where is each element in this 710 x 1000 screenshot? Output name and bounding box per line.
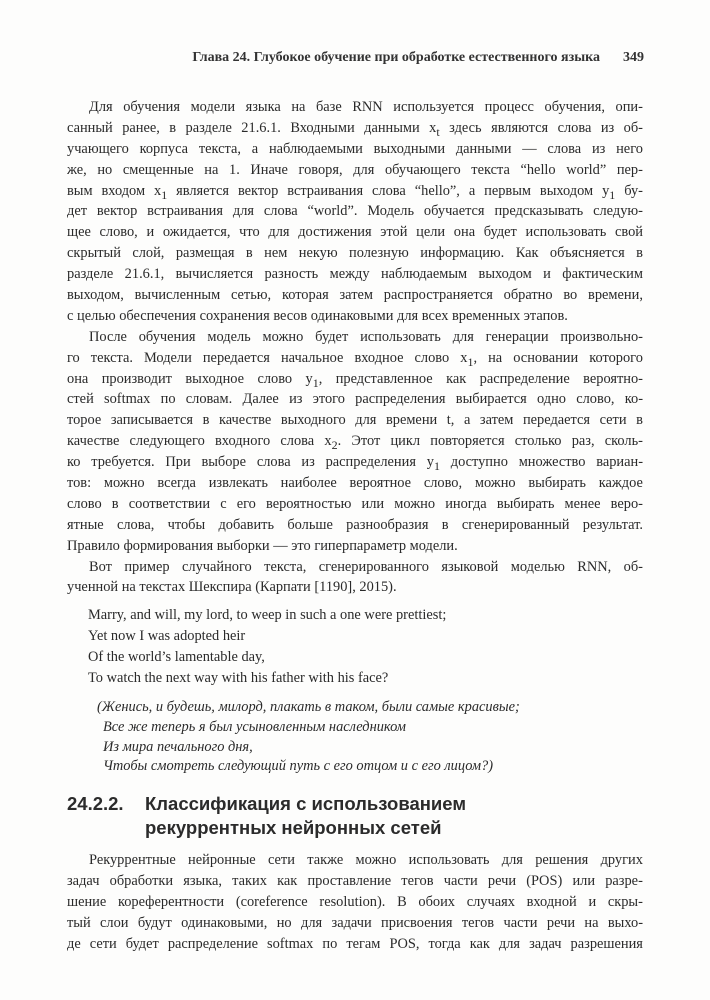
poem-excerpt (67, 605, 643, 689)
text-line: После обучения модель можно будет использовать для генерации произвольно- (89, 328, 643, 345)
section-heading (67, 792, 643, 840)
text-line: стей softmax по словам. Далее из этого распределения выбирается одно слово, ко- (67, 391, 643, 408)
text-line: же, но смещенные на 1. Иначе говоря, для обучающего текста “hello world” пер- (67, 161, 643, 178)
section-number: 24.2.2. (67, 793, 124, 815)
poem-translation (67, 697, 643, 776)
text-line: выходом, вычисленным сетью, которая затем распространяется обратно во времени, (67, 287, 643, 304)
running-header (68, 50, 644, 72)
text-line: го текста. Модели передается начальное входное слово $x_1$, на основании которого (67, 349, 643, 369)
section-title-line1: Классификация с использованием (145, 793, 467, 815)
text-line: ятные слова, чтобы добавить больше разнообразия в сгенерированный результат. (67, 516, 643, 533)
text-line: де сети будет распределение softmax по тегам POS, тогда как для задач разрешения (67, 935, 643, 952)
text-line: тый слои будут одинаковыми, но для задачи присвоения тегов части речи на выхо- (67, 914, 643, 931)
paragraph (67, 850, 643, 954)
text-line: скрытый слой, размещая в нем некую полезную информацию. Как объясняется в (67, 245, 643, 262)
text-line: качестве следующего входного слова $x_2$. Этот цикл повторяется столько раз, сколь- (67, 433, 643, 453)
text-line: с целью обеспечения сохранения весов одинаковыми для всех временных этапов. (67, 307, 568, 324)
poem-line: Of the world’s lamentable day, (88, 649, 265, 666)
text-line: вым входом $x_1$ является вектор встраивания слова “hello”, а первым выходом $y_1$ бу- (67, 182, 643, 202)
text-line: она производит выходное слово $y_1$, представленное как распределение вероятно- (67, 370, 643, 390)
text-line: разделе 21.6.1, вычисляется разность между наблюдаемым выходом и фактическим (67, 266, 643, 283)
poem-line: Marry, and will, my lord, to weep in such a one were prettiest; (88, 607, 447, 624)
text-line: щее слово, и ожидается, что для достижения этой цели она будет использовать свой (67, 224, 643, 241)
paragraphs (67, 97, 643, 605)
paragraph (67, 557, 643, 599)
translation-line: Чтобы смотреть следующий путь с его отцом и с его лицом?) (103, 758, 494, 775)
text-line: учающего корпуса текста, а наблюдаемыми выходными данными — слова из него (67, 140, 643, 157)
final-paragraph (67, 850, 643, 954)
text-line: Для обучения модели языка на базе RNN используется процесс обучения, опи- (89, 99, 643, 115)
poem-line: To watch the next way with his father with his face? (88, 670, 389, 687)
text-line: дет вектор встраивания для слова “world”. Модель обучается предсказывать следую- (67, 203, 643, 220)
text-line: тов: можно всегда извлекать наиболее вероятное слово, можно выбирать каждое (67, 475, 643, 492)
page-number: 349 (623, 50, 644, 65)
text-line: торое записывается в качестве выходного для времени t, а затем передается сети в (67, 412, 643, 429)
text-line: слово в соответствии с его вероятностью или можно иногда выбирать менее веро- (67, 495, 643, 512)
paragraph (67, 97, 643, 327)
translation-line: Все же теперь я был усыновленным наследником (103, 718, 406, 735)
translation-line: (Женись, и будешь, милорд, плакать в таком, были самые красивые; (97, 698, 520, 715)
text-line: Правило формирования выборки — это гиперпараметр модели. (67, 537, 458, 554)
text-line: санный ранее, в разделе 21.6.1. Входными данными $x_t$ здесь являются слова из об- (67, 119, 643, 139)
text-line: Рекуррентные нейронные сети также можно использовать для решения других (89, 852, 643, 869)
translation-line: Из мира печального дня, (103, 738, 253, 755)
poem-line: Yet now I was adopted heir (88, 628, 246, 645)
text-line: ученной на текстах Шекспира (Карпати [1190], 2015). (67, 579, 397, 596)
page-body (67, 97, 643, 955)
text-line: Вот пример случайного текста, сгенерированного языковой моделью RNN, об- (89, 558, 643, 575)
paragraph (67, 327, 643, 557)
text-line: шение кореферентности (coreference resolution). В обоих случаях входной и скры- (67, 893, 643, 910)
chapter-title: Глава 24. Глубокое обучение при обработке естественного языка (192, 50, 600, 65)
text-line: ко требуется. При выборе слова из распределения $y_1$ доступно множество вариан- (67, 454, 643, 474)
section-title-line2: рекуррентных нейронных сетей (145, 817, 442, 839)
text-line: задач обработки языка, таких как проставление тегов части речи (POS) или разре- (67, 873, 643, 890)
